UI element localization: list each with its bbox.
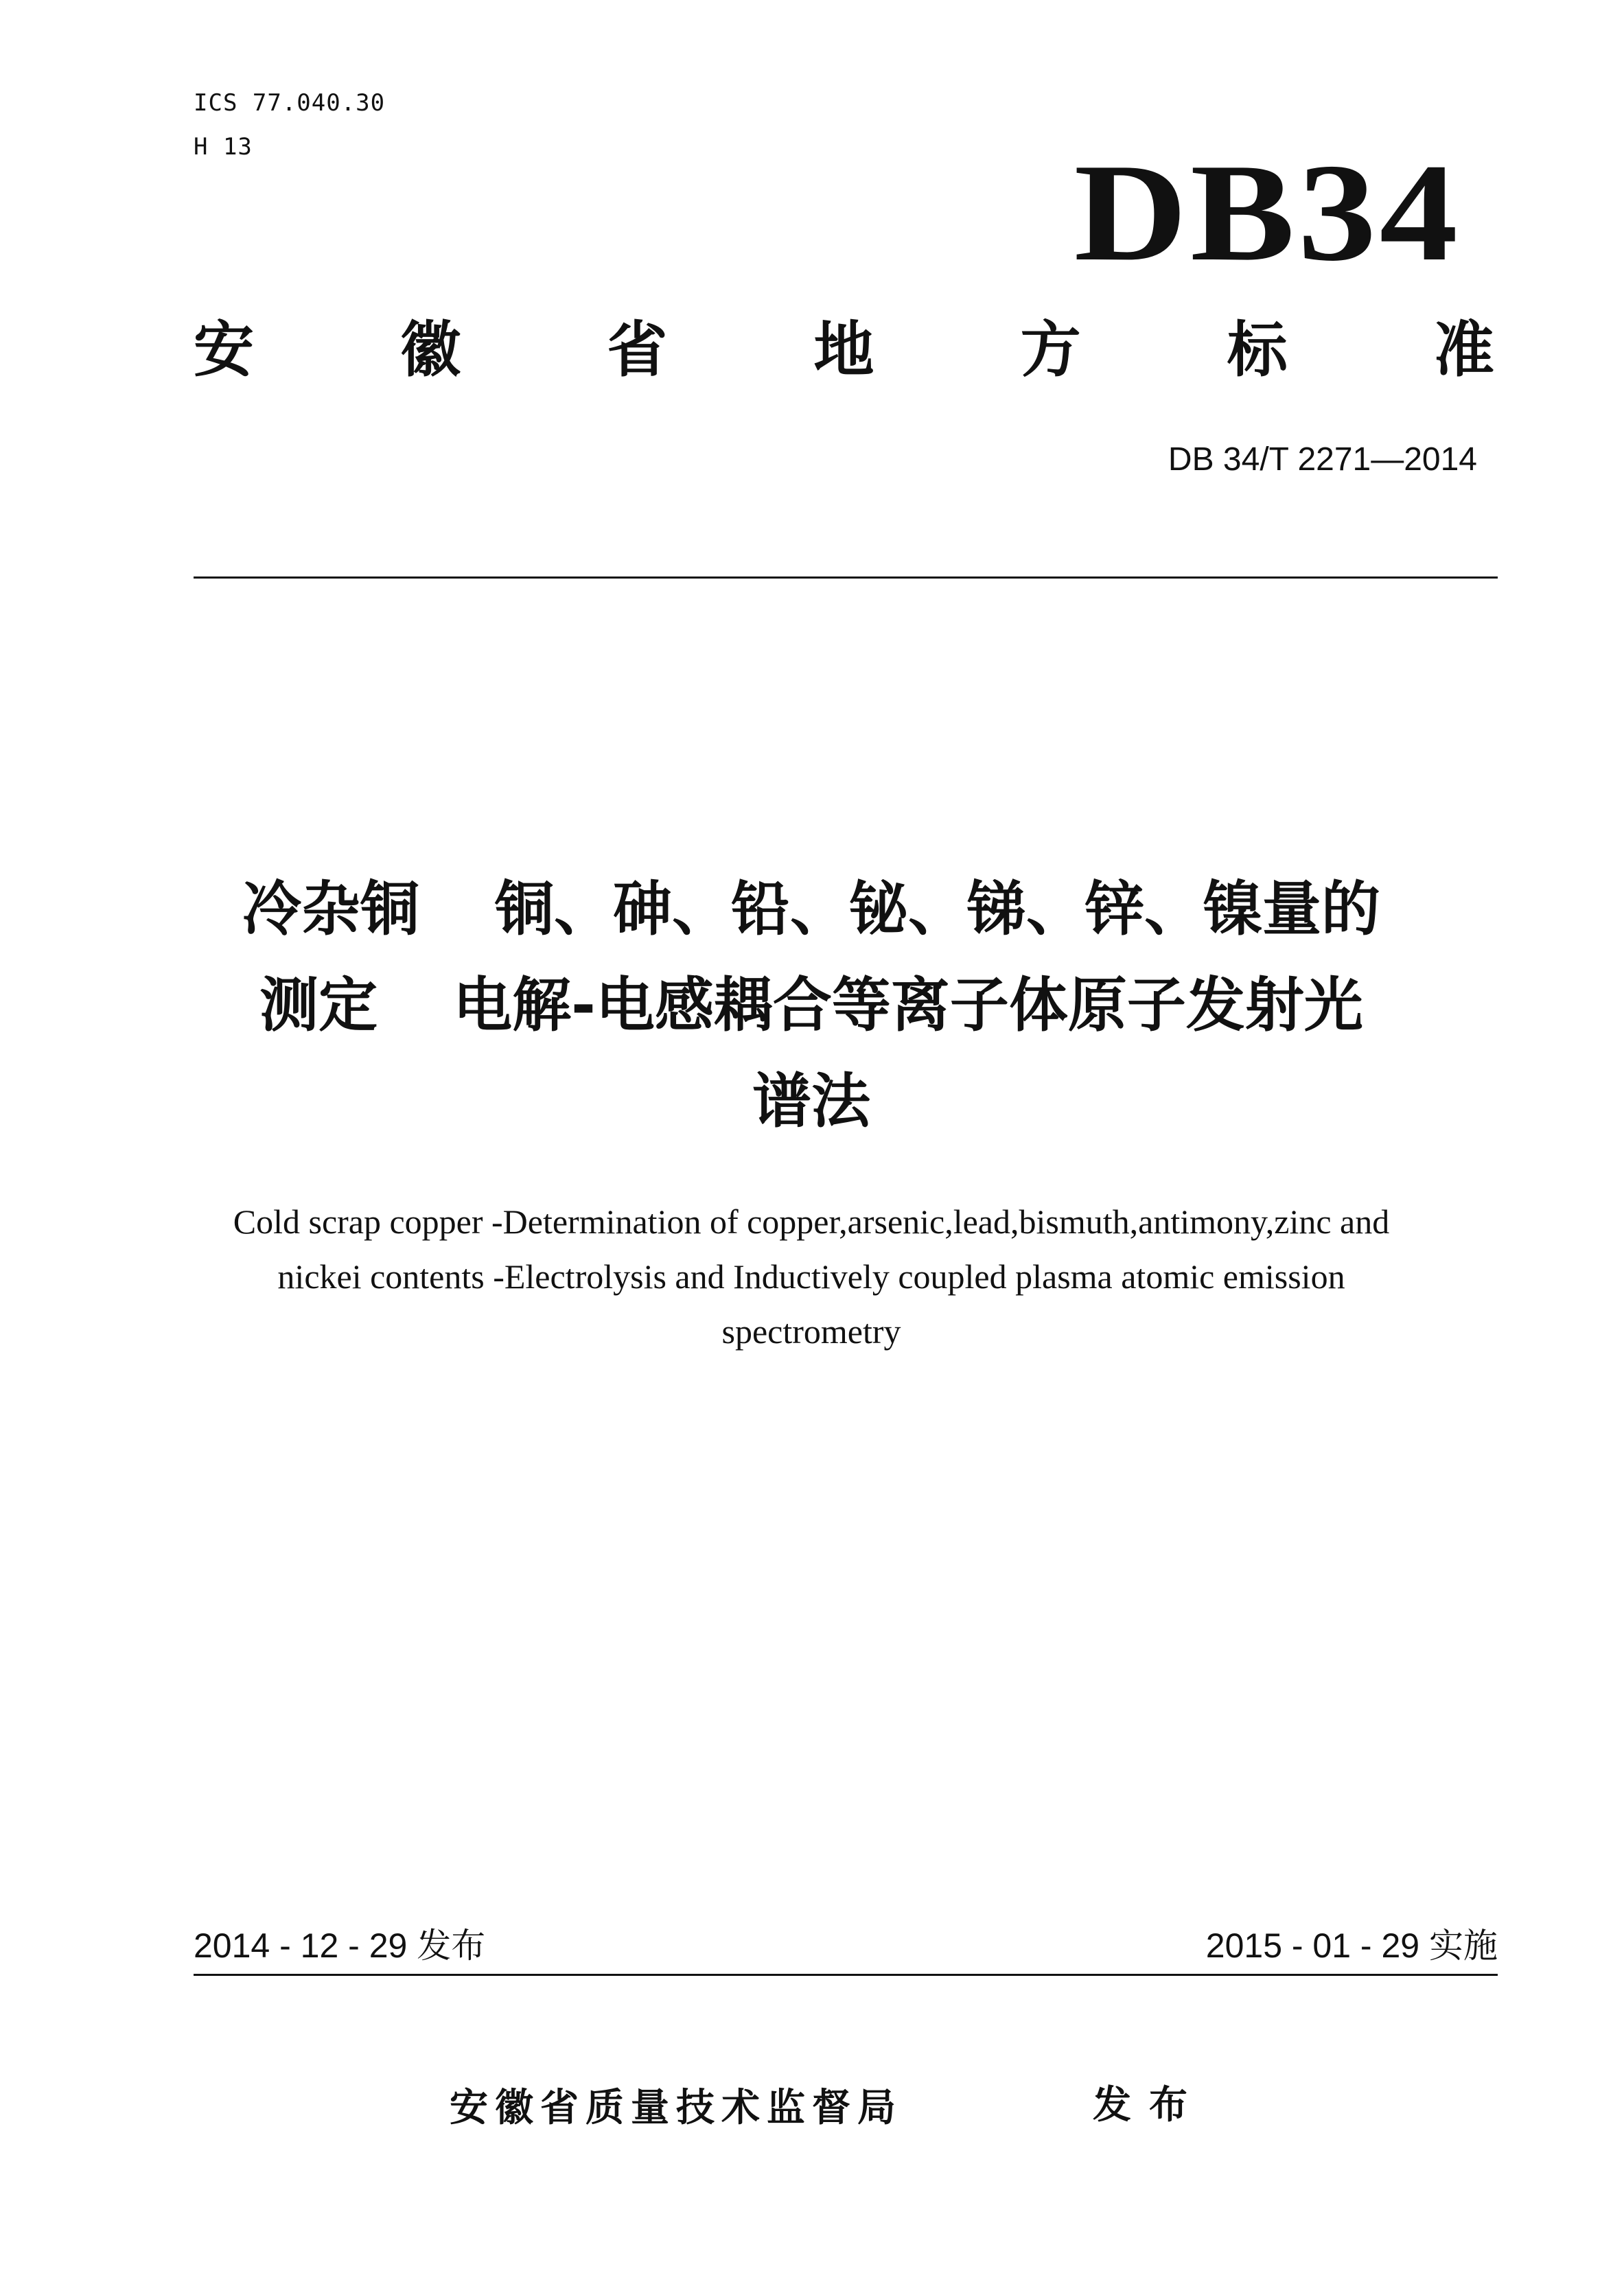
standard-type-char: 徽 — [400, 314, 461, 385]
title-cn-line-1 — [125, 861, 1498, 957]
standard-type-char: 方 — [1020, 314, 1081, 385]
title-chinese — [125, 861, 1498, 1150]
title-en-line-3: spectrometry — [721, 1312, 901, 1351]
title-en-line-1: Cold scrap copper -Determination of copper,arsenic,lead,bismuth,antimony,zinc and — [233, 1202, 1390, 1241]
title-cn-line-3: 谱法 — [752, 1067, 870, 1136]
standard-type-char: 安 — [194, 314, 255, 385]
ics-code: ICS 77.040.30 — [194, 89, 386, 117]
title-cn-line-2 — [125, 957, 1498, 1053]
title-cn-line-2-part-b: 电解-电感耦合等离子体原子发射光 — [453, 971, 1363, 1040]
implementation-date: 2015 - 01 - 29 实施 — [1205, 1926, 1498, 1965]
title-cn-line-2-part-a: 测定 — [259, 971, 378, 1040]
top-divider — [194, 576, 1498, 579]
standard-type-char: 地 — [813, 314, 874, 385]
title-english — [125, 1194, 1498, 1359]
standard-type-char: 标 — [1227, 314, 1288, 385]
bottom-divider — [194, 1974, 1498, 1976]
publish-label: 发布 — [1093, 2083, 1205, 2128]
db-logo: DB34 — [1074, 135, 1461, 290]
title-cn-line-1-part-a: 冷杂铜 — [242, 875, 419, 944]
issue-date: 2014 - 12 - 29 发布 — [194, 1926, 486, 1965]
publisher-name: 安徽省质量技术监督局 — [450, 2086, 903, 2130]
classification-codes — [194, 81, 385, 169]
title-cn-line-1-part-b: 铜、砷、铅、铋、锑、锌、镍量的 — [495, 875, 1380, 944]
title-en-line-2: nickei contents -Electrolysis and Inductively coupled plasma atomic emission — [277, 1257, 1345, 1296]
ccs-code: H 13 — [194, 133, 253, 161]
standard-type-char: 准 — [1433, 314, 1494, 385]
standard-type-char: 省 — [607, 314, 668, 385]
standard-type-heading — [194, 312, 1494, 388]
standard-number: DB 34/T 2271—2014 — [1168, 441, 1477, 478]
